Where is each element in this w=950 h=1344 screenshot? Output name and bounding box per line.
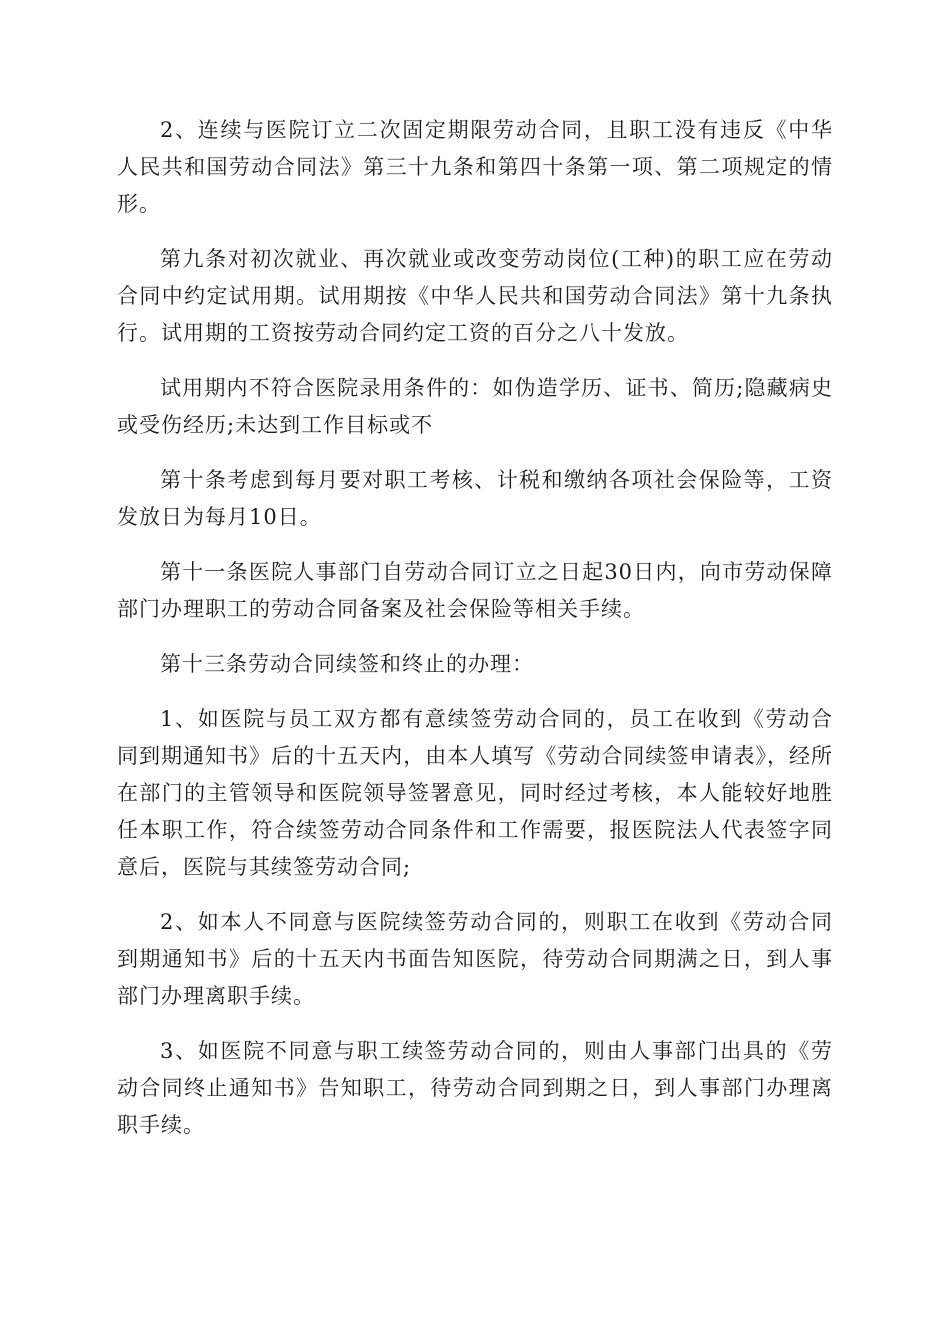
paragraph-renewal-item-1: 1、如医院与员工双方都有意续签劳动合同的，员工在收到《劳动合同到期通知书》后的十五天内，由本人填写《劳动合同续签申请表》，经所在部门的主管领导和医院领导签署意见，同时经过考核，本人能较好地胜任本职工作，符合续签劳动合同条件和工作需要，报医院法人代表签字同意后，医院与其续签劳动合同; [117,707,833,879]
paragraph-renewal-item-2: 2、如本人不同意与医院续签劳动合同的，则职工在收到《劳动合同到期通知书》后的十五天内书面告知医院，待劳动合同期满之日，到人事部门办理离职手续。 [117,910,833,1008]
paragraph-article-13: 第十三条劳动合同续签和终止的办理： [160,652,534,676]
paragraph-article-9: 第九条对初次就业、再次就业或改变劳动岗位(工种)的职工应在劳动合同中约定试用期。试用期按《中华人民共和国劳动合同法》第十九条执行。试用期的工资按劳动合同约定工资的百分之八十发放。 [117,247,833,345]
paragraph-article-10: 第十条考虑到每月要对职工考核、计税和缴纳各项社会保险等，工资发放日为每月10日。 [117,468,833,529]
paragraph-probation-conditions: 试用期内不符合医院录用条件的：如伪造学历、证书、简历;隐藏病史或受伤经历;未达到工作目标或不 [117,376,833,437]
paragraph-article-11: 第十一条医院人事部门自劳动合同订立之日起30日内，向市劳动保障部门办理职工的劳动合同备案及社会保险等相关手续。 [117,560,833,621]
paragraph-renewal-item-3: 3、如医院不同意与职工续签劳动合同的，则由人事部门出具的《劳动合同终止通知书》告知职工，待劳动合同到期之日，到人事部门办理离职手续。 [117,1039,833,1137]
document-body [117,112,833,1162]
paragraph-renewal-condition-2: 2、连续与医院订立二次固定期限劳动合同，且职工没有违反《中华人民共和国劳动合同法》第三十九条和第四十条第一项、第二项规定的情形。 [117,118,833,216]
